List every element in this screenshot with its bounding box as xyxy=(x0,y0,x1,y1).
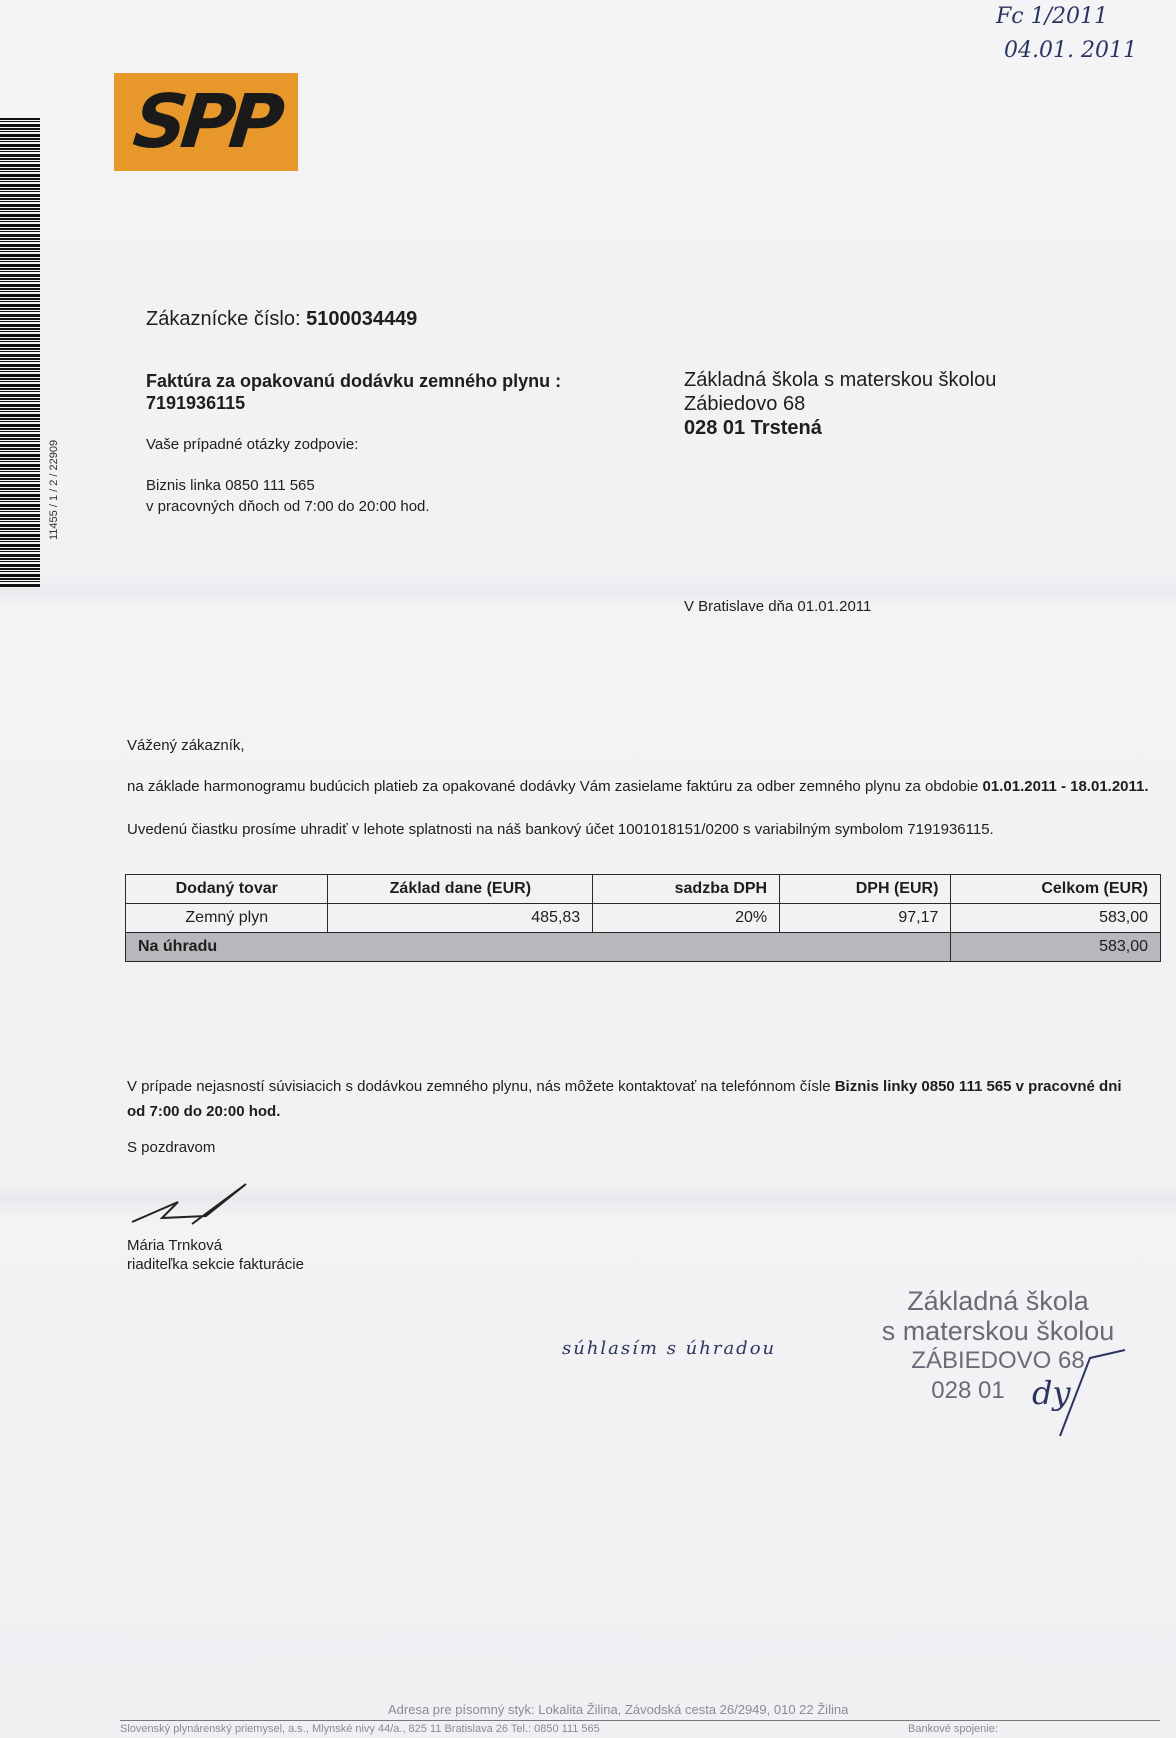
customer-number: 5100034449 xyxy=(306,308,418,330)
invoice-title: Faktúra za opakovanú dodávku zemného plynu : xyxy=(146,371,562,391)
header-total: Celkom (EUR) xyxy=(951,875,1161,904)
total-label: Na úhradu xyxy=(126,933,951,962)
handwritten-date: 04.01. 2011 xyxy=(1004,38,1137,63)
invoice-title-block xyxy=(146,370,561,414)
header-vat-rate: sadzba DPH xyxy=(593,875,780,904)
customer-number-line xyxy=(146,308,417,331)
letter-paragraph-1 xyxy=(127,777,1167,796)
stamp-line-4: 028 01 xyxy=(931,1377,1005,1404)
contact-line-2: v pracovných dňoch od 7:00 do 20:00 hod. xyxy=(146,498,430,515)
spp-logo-text: SPP xyxy=(129,79,283,165)
letter-paragraph-1-text: na základe harmonogramu budúcich platieb za opakované dodávky Vám zasielame faktúru za odber zemného plynu za obdobie xyxy=(127,778,983,795)
footer-address: Adresa pre písomný styk: Lokalita Žilina, Závodská cesta 26/2949, 010 22 Žilina xyxy=(388,1702,849,1717)
date-line: V Bratislave dňa 01.01.2011 xyxy=(684,598,872,615)
spp-logo xyxy=(114,73,298,171)
stamp-line-1: Základná škola xyxy=(907,1286,1089,1316)
signer-name: Mária Trnková xyxy=(127,1237,223,1254)
signature-graphic xyxy=(128,1180,258,1230)
header-goods: Dodaný tovar xyxy=(126,875,328,904)
header-vat: DPH (EUR) xyxy=(780,875,951,904)
business-line-info: Biznis linky 0850 111 565 v pracovné dni od 7:00 do 20:00 hod. xyxy=(127,1078,1122,1120)
header-tax-base: Základ dane (EUR) xyxy=(328,875,593,904)
salutation: Vážený zákazník, xyxy=(127,737,245,754)
barcode xyxy=(0,118,40,588)
stamp-line-2: s materskou školou xyxy=(881,1316,1115,1346)
billing-period: 01.01.2011 - 18.01.2011. xyxy=(982,778,1149,795)
stamp-line-3: ZÁBIEDOVO 68 xyxy=(911,1347,1085,1374)
letter-paragraph-3 xyxy=(127,1074,1127,1124)
table-row xyxy=(126,904,1161,933)
invoice-number: 7191936115 xyxy=(146,393,246,413)
total-value: 583,00 xyxy=(951,933,1161,962)
recipient-city: 028 01 Trstená xyxy=(684,417,822,439)
closing: S pozdravom xyxy=(127,1139,216,1156)
invoice-table xyxy=(125,874,1161,962)
cell-goods: Zemný plyn xyxy=(126,904,328,933)
letter-paragraph-3-text: V prípade nejasností súvisiacich s dodávkou zemného plynu, nás môžete kontaktovať na telefónnom čísle xyxy=(127,1078,835,1095)
signer-title: riaditeľka sekcie fakturácie xyxy=(127,1256,304,1273)
total-row xyxy=(126,933,1161,962)
contact-line-1: Biznis linka 0850 111 565 xyxy=(146,477,315,494)
cell-total: 583,00 xyxy=(951,904,1161,933)
stamp-initials: dy xyxy=(1032,1374,1071,1412)
barcode-code: 11455 / 1 / 2 / 22909 xyxy=(48,439,60,540)
recipient-address xyxy=(684,368,996,440)
questions-label: Vaše prípadné otázky zodpovie: xyxy=(146,436,359,453)
customer-number-label: Zákaznícke číslo: xyxy=(146,308,301,330)
contact-block xyxy=(146,475,430,517)
recipient-name: Základná škola s materskou školou xyxy=(684,369,997,391)
table-header-row xyxy=(126,875,1161,904)
cell-vat-rate: 20% xyxy=(593,904,780,933)
footer-divider xyxy=(120,1720,1160,1721)
cell-tax-base: 485,83 xyxy=(328,904,593,933)
footer-bank: Bankové spojenie: xyxy=(908,1723,998,1735)
footer-company: Slovenský plynárenský priemysel, a.s., Mlynské nivy 44/a., 825 11 Bratislava 26 Tel.: 0850 111 565 xyxy=(120,1723,600,1735)
signer-block xyxy=(127,1236,304,1274)
cell-vat: 97,17 xyxy=(780,904,951,933)
handwritten-reference: Fc 1/2011 xyxy=(996,4,1108,29)
approval-note: súhlasím s úhradou xyxy=(562,1338,777,1359)
letter-paragraph-2: Uvedenú čiastku prosíme uhradiť v lehote splatnosti na náš bankový účet 1001018151/0200 s variabilným symbolom 7191936115. xyxy=(127,821,994,838)
stamp-signature-stroke xyxy=(1020,1346,1130,1446)
recipient-street: Zábiedovo 68 xyxy=(684,393,806,415)
